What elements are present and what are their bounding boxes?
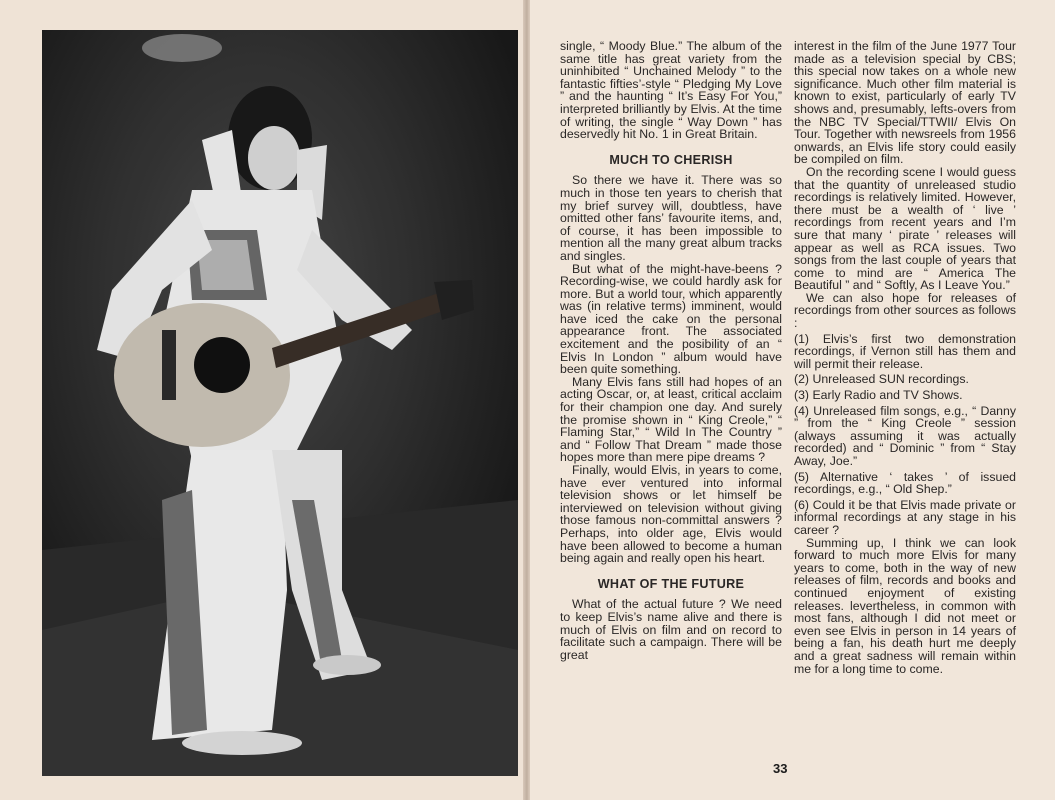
- paragraph: interest in the film of the June 1977 Tour made as a television special by CBS; this special now takes on a whole new significance. Much other film material is known to exist, particularly of early TV shows and, presumably, lefts-overs from the NBC TV Special/TTWII/ Elvis On Tour. Together with newsreels from 1956 onwards, an Elvis life story could easily be compiled on film.: [794, 39, 1016, 167]
- performer-photo: [42, 30, 518, 776]
- list-item: (6) Could it be that Elvis made private or informal recordings at any stage in his career ?: [794, 497, 1016, 537]
- left-page: [0, 0, 525, 800]
- paragraph: So there we have it. There was so much in those ten years to cherish that my brief survey will, doubtless, have omitted other fans’ favourite items, and, of course, it has been impossible to mention all the many great album tracks and singles.: [560, 173, 782, 263]
- paragraph: But what of the might-have-beens ? Recording-wise, we could hardly ask for more. But a world tour, which apparently was (in relative terms) imminent, would have iced the cake on the personal appearance front. The associated excitement and the posibility of an “ Elvis In London ” album would have been quite something.: [560, 261, 782, 377]
- section-heading-much-to-cherish: MUCH TO CHERISH: [609, 152, 733, 167]
- list-item: (2) Unreleased SUN recordings.: [794, 372, 969, 387]
- paragraph: Many Elvis fans still had hopes of an acting Oscar, or, at least, critical acclaim for their champion one day. And surely the promise shown in “ King Creole,” “ Flaming Star,” “ Wild In The Country ” and “ Follow That Dream ” made those hopes more than mere pipe dreams ?: [560, 374, 782, 465]
- list-item: (4) Unreleased film songs, e.g., “ Danny ” from the “ King Creole ” session (always assuming it was actually recorded) and “ Dominic ” from “ Stay Away, Joe.”: [794, 403, 1016, 468]
- text-column-1: [560, 40, 782, 661]
- paragraph: On the recording scene I would guess that the quantity of unreleased studio recordings is relatively limited. However, there must be a wealth of ‘ live ’ recordings from recent years and I’m sure that many ‘ pirate ’ releases will appear as well as RCA issues. Two songs from the last couple of years that come to mind are “ America The Beautiful ” and “ Softly, As I Leave You.”: [794, 164, 1016, 293]
- section-heading-what-of-the-future: WHAT OF THE FUTURE: [597, 576, 745, 591]
- list-item: (1) Elvis’s first two demonstration recordings, if Vernon still has them and will permit their release.: [794, 331, 1016, 371]
- list-item: (3) Early Radio and TV Shows.: [794, 388, 963, 403]
- paragraph: single, “ Moody Blue.” The album of the same title has great variety from the uninhibited “ Unchained Melody ” to the fantastic fifties’-style “ Pledging My Love ” and the haunting “ It’s Easy For You,” interpreted brilliantly by Elvis. At the time of writing, the single “ Way Down ” has deservedly hit No. 1 in Great Britain.: [560, 39, 782, 142]
- paragraph: What of the actual future ? We need to keep Elvis’s name alive and there is much of Elvis on film and on record to facilitate such a campaign. There will be great: [560, 597, 782, 662]
- paragraph: Summing up, I think we can look forward to much more Elvis for many years to come, both in the way of new releases of film, records and books and continued enjoyment of existing releases. levertheless, in common with most fans, although I did not meet or even see Elvis in person in 14 years of being a fan, his death hurt me deeply and a great sadness will remain within me for a long time to come.: [794, 535, 1016, 676]
- paragraph: We can also hope for releases of recordings from other sources as follows :: [794, 290, 1016, 331]
- list-item: (5) Alternative ‘ takes ’ of issued recordings, e.g., “ Old Shep.”: [794, 469, 1016, 497]
- page-number: 33: [773, 761, 788, 776]
- paragraph: Finally, would Elvis, in years to come, have ever ventured into informal television shows or let himself be interviewed on television without giving those famous non-committal answers ? Perhaps, into older age, Elvis would have been allowed to become a human being again and really open his heart.: [560, 463, 782, 566]
- text-column-2: [794, 40, 1016, 675]
